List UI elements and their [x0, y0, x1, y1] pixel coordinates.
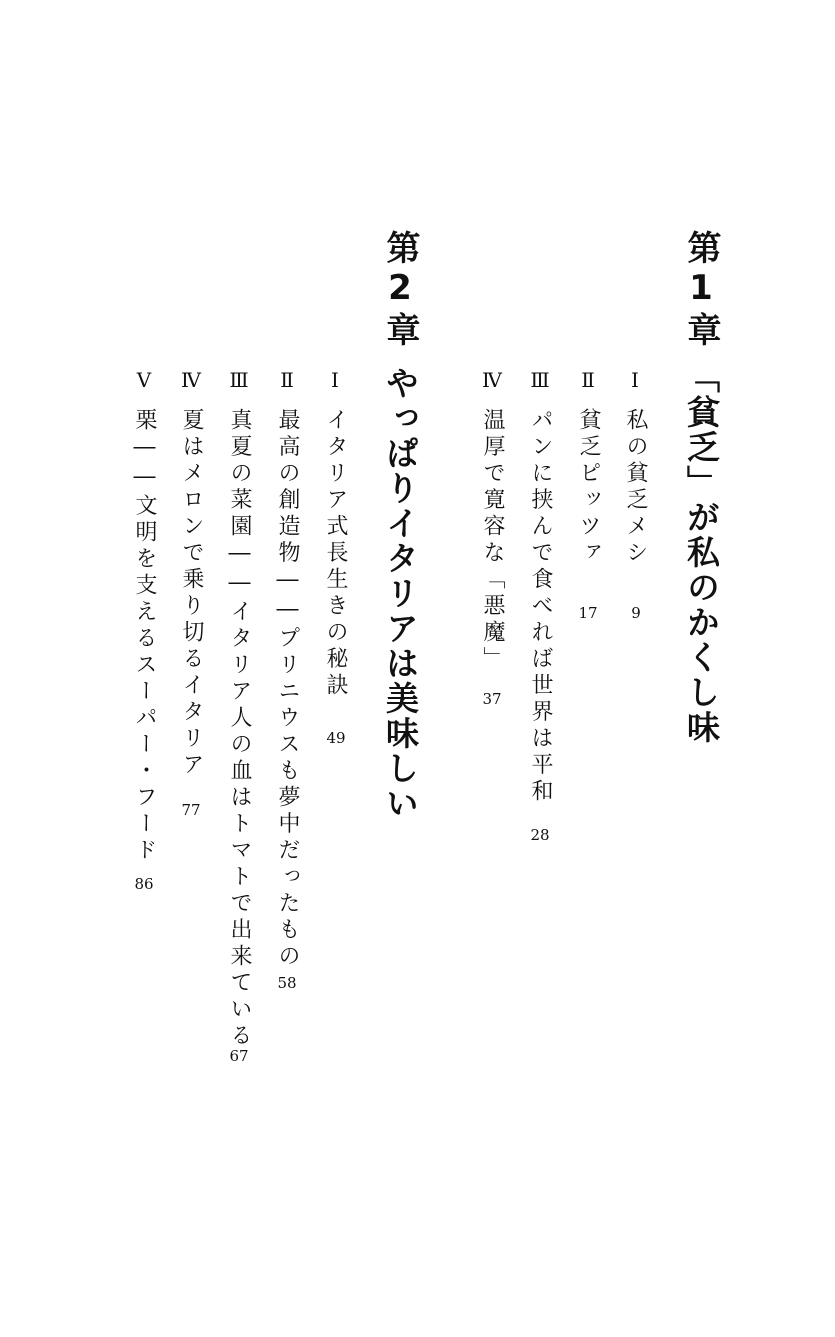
chapter-1-entry-3-page: 28 [530, 826, 550, 844]
chapter-1-entry-4-page: 37 [482, 690, 502, 708]
chapter-2-entry-1-numeral: Ⅰ [323, 368, 347, 392]
chapter-2-title: やっぱりイタリアは美味しい [381, 366, 420, 821]
chapter-1-entry-2-page: 17 [578, 604, 598, 622]
chapter-2-entry-4-page: 77 [181, 801, 201, 819]
chapter-1-entry-3-numeral: Ⅲ [528, 368, 552, 392]
chapter-2-entry-2-title[interactable]: 最高の創造物――プリニウスも夢中だったもの [275, 408, 300, 971]
chapter-1-entry-3-title[interactable]: パンに挟んで食べれば世界は平和 [528, 408, 553, 806]
chapter-2-entry-3-numeral: Ⅲ [227, 368, 251, 392]
chapter-1-entry-2-numeral: Ⅱ [576, 368, 600, 392]
chapter-1-entry-2-title[interactable]: 貧乏ピッツァ [576, 408, 601, 567]
chapter-1-entry-4-title[interactable]: 温厚で寛容な「悪魔」 [480, 408, 505, 673]
chapter-1-entry-1-title[interactable]: 私の貧乏メシ [623, 408, 648, 567]
chapter-2-entry-5-page: 86 [134, 875, 154, 893]
chapter-2-entry-3-title[interactable]: 真夏の菜園――イタリア人の血はトマトで出来ている [227, 408, 252, 1050]
chapter-2-entry-4-numeral: Ⅳ [179, 368, 203, 392]
chapter-1-entry-4-numeral: Ⅳ [480, 368, 504, 392]
chapter-2-entry-5-title[interactable]: 栗――文明を支えるスーパー・フード [132, 408, 157, 865]
chapter-2-entry-1-title[interactable]: イタリア式長生きの秘訣 [323, 408, 348, 700]
chapter-2-entry-1-page: 49 [326, 729, 346, 747]
chapter-2-entry-3-page: 67 [229, 1047, 249, 1065]
chapter-1-entry-1-numeral: Ⅰ [623, 368, 647, 392]
chapter-1-entry-1-page: 9 [631, 604, 641, 622]
chapter-2-entry-5-numeral: Ⅴ [132, 368, 156, 392]
chapter-1-label: 第1章 [681, 230, 721, 350]
chapter-2-entry-4-title[interactable]: 夏はメロンで乗り切るイタリア [179, 408, 204, 779]
chapter-2-entry-2-numeral: Ⅱ [275, 368, 299, 392]
chapter-1-title: 「貧乏」が私のかくし味 [682, 360, 721, 745]
chapter-2-label: 第2章 [380, 230, 420, 350]
chapter-2-entry-2-page: 58 [277, 974, 297, 992]
